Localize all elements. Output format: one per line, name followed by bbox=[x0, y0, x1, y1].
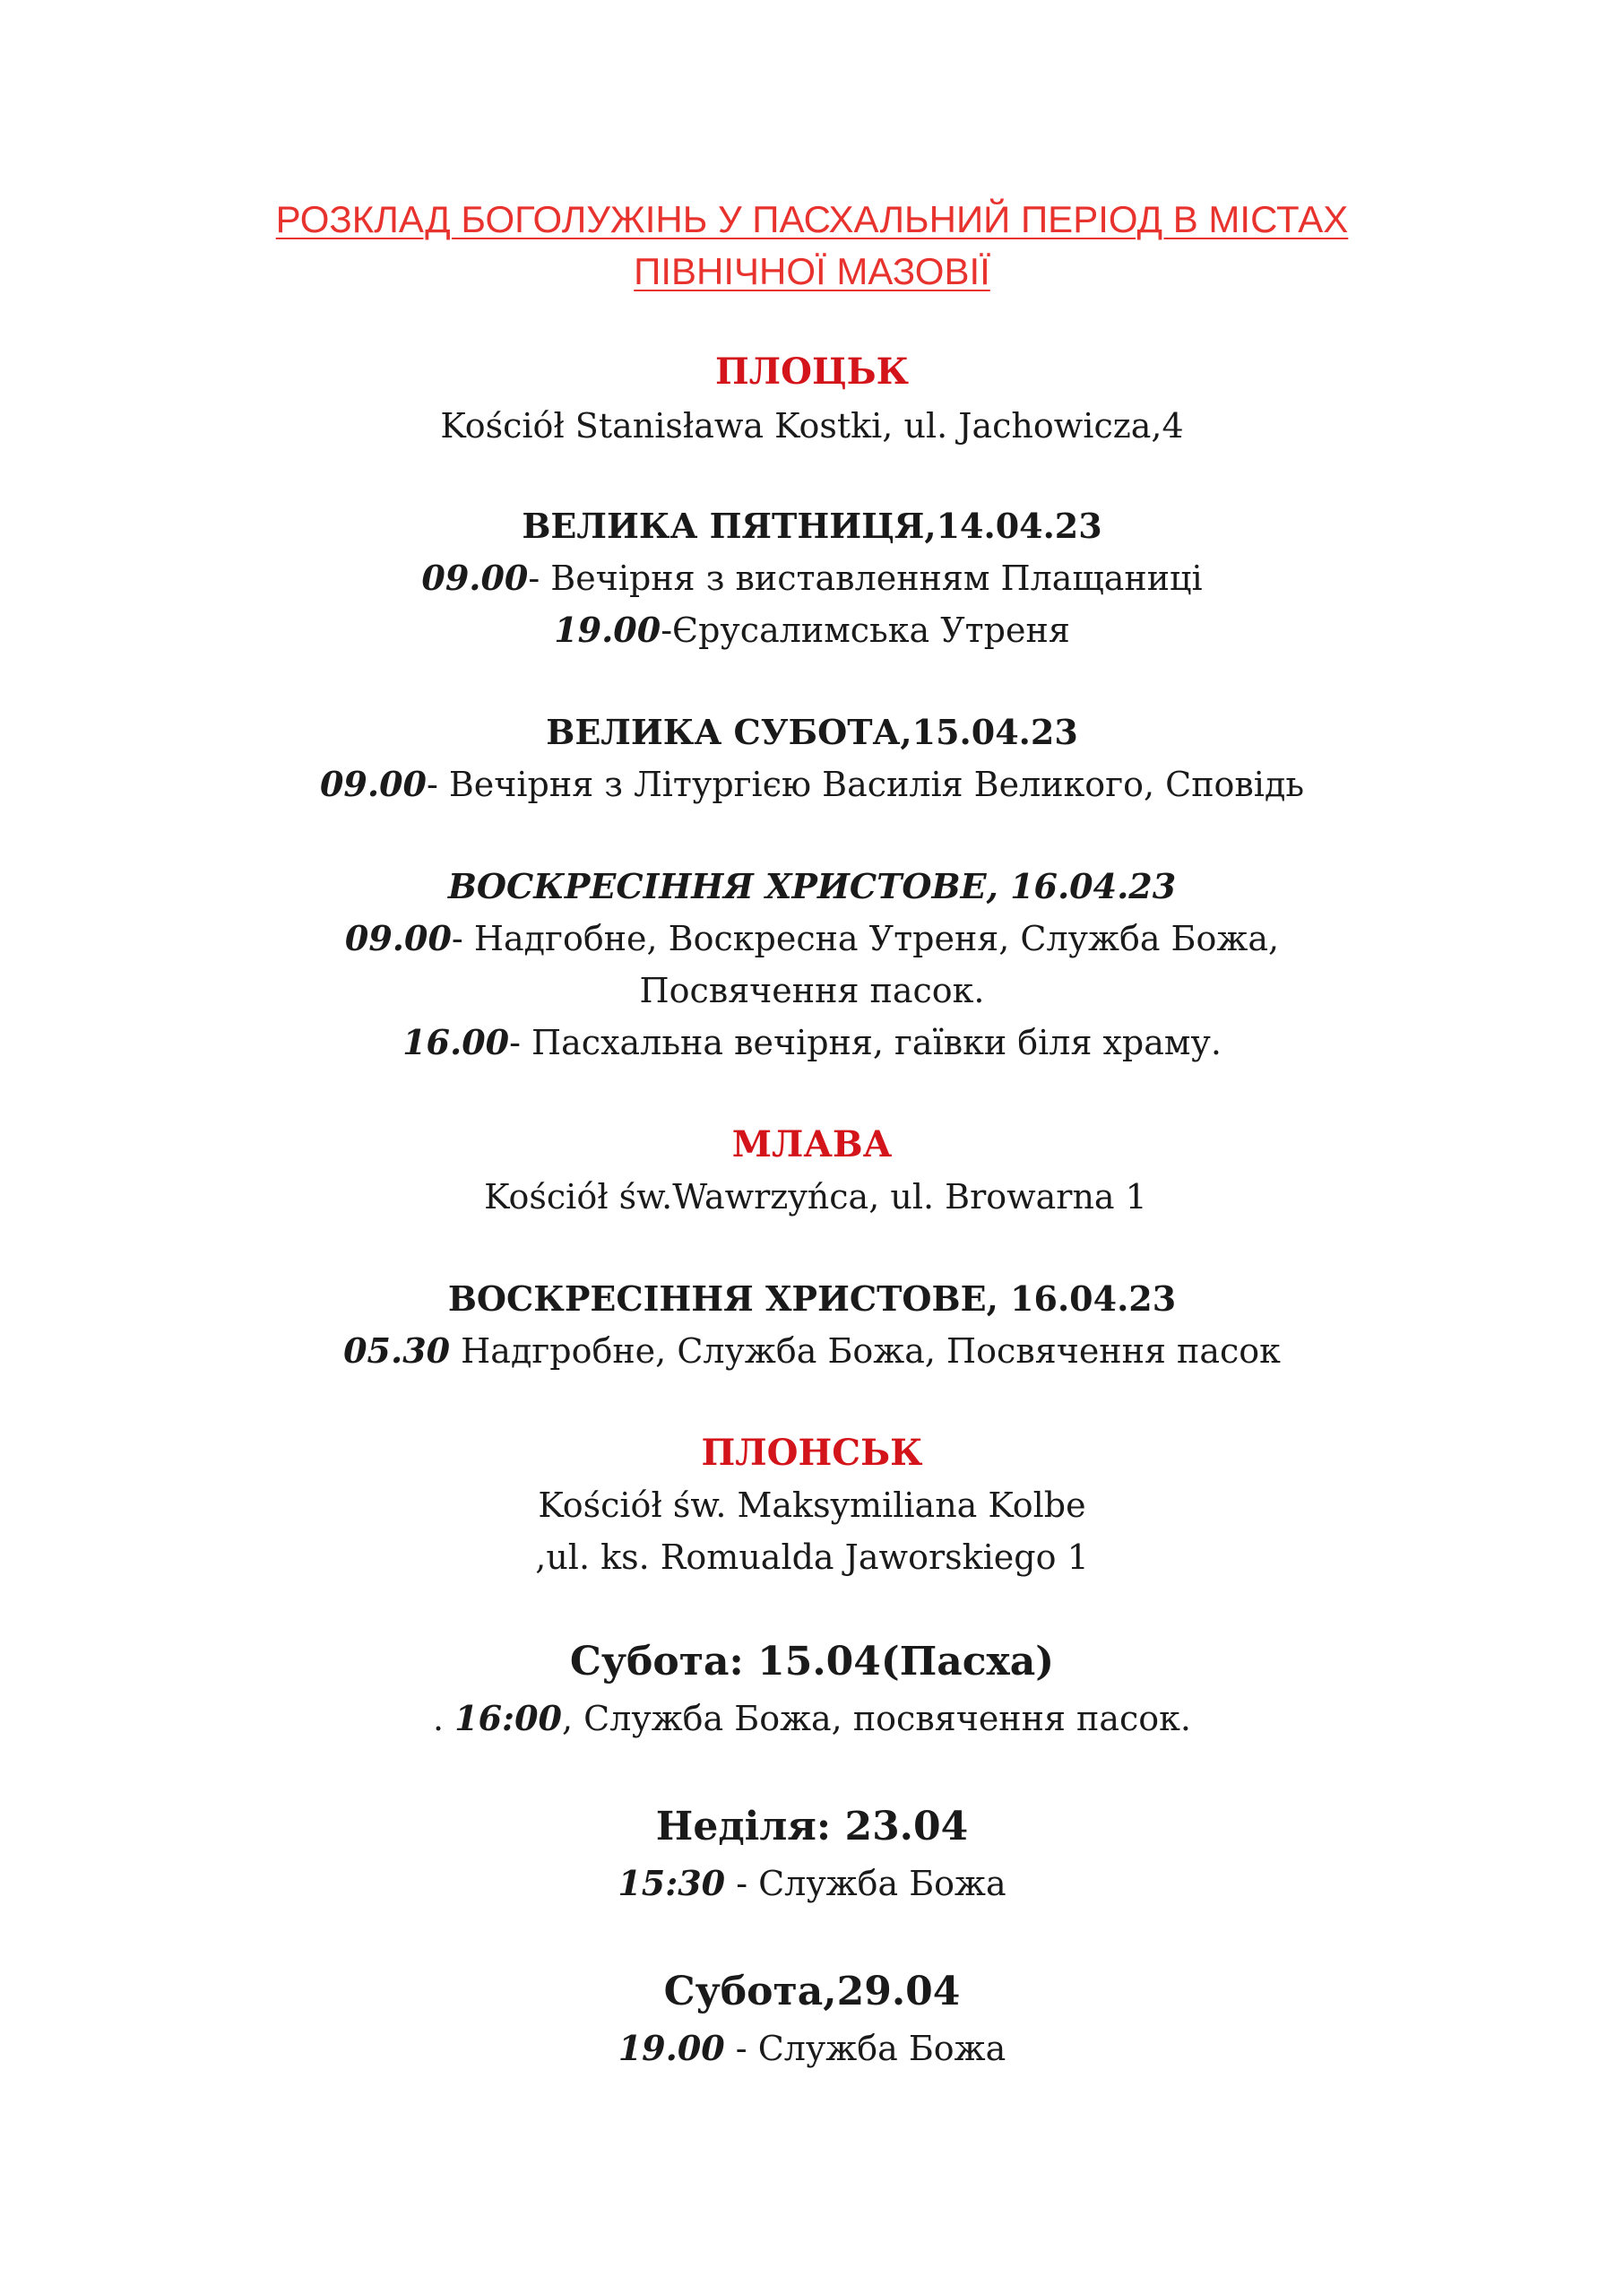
service-time: 05.30 bbox=[343, 1330, 451, 1371]
service-time: 09.00 bbox=[319, 764, 427, 804]
city-plonsk: ПЛОНСЬК bbox=[701, 1432, 923, 1474]
day-heading-good-friday: ВЕЛИКА ПЯТНИЦЯ,14.04.23 bbox=[522, 506, 1102, 546]
address-mlawa: Kościół św.Wawrzyńca, ul. Browarna 1 bbox=[484, 1177, 1147, 1217]
day-heading-sunday: Неділя: 23.04 bbox=[655, 1804, 969, 1849]
service-line bbox=[0, 916, 1624, 961]
address-plonsk-line-2: ,ul. ks. Romualda Jaworskiego 1 bbox=[535, 1537, 1089, 1577]
service-time: 19.00 bbox=[554, 610, 661, 650]
service-line bbox=[0, 1861, 1624, 1906]
day-heading-saturday-easter: Субота: 15.04(Пасха) bbox=[569, 1639, 1055, 1684]
day-heading-resurrection: ВОСКРЕСІННЯ ХРИСТОВЕ, 16.04.23 bbox=[447, 1278, 1177, 1319]
service-text: -Єрусалимська Утреня bbox=[661, 611, 1070, 650]
service-text: Надгробне, Служба Божа, Посвячення пасок bbox=[450, 1331, 1281, 1371]
service-line bbox=[0, 556, 1624, 601]
city-mlawa: МЛАВА bbox=[731, 1123, 893, 1165]
day-heading-saturday: Субота,29.04 bbox=[663, 1969, 961, 2014]
service-line bbox=[0, 1696, 1624, 1741]
service-line bbox=[0, 762, 1624, 807]
title-line-1: РОЗКЛАД БОГОЛУЖІНЬ У ПАСХАЛЬНИЙ ПЕРІОД В МІСТАХ bbox=[275, 198, 1349, 240]
day-heading-holy-saturday: ВЕЛИКА СУБОТА,15.04.23 bbox=[546, 712, 1078, 752]
service-time: 09.00 bbox=[344, 918, 452, 958]
service-time: 15:30 bbox=[618, 1863, 726, 1903]
service-line bbox=[0, 2026, 1624, 2071]
service-line bbox=[0, 1020, 1624, 1065]
service-text: , Служба Божа, посвячення пасок. bbox=[561, 1699, 1191, 1738]
title-line-2: ПІВНІЧНОЇ МАЗОВІЇ bbox=[634, 250, 990, 292]
service-text: - Пасхальна вечірня, гаївки біля храму. bbox=[509, 1023, 1222, 1062]
service-text: - Вечірня з Літургією Василія Великого, Сповідь bbox=[426, 765, 1305, 804]
address-plonsk-line-1: Kościół św. Maksymiliana Kolbe bbox=[538, 1485, 1086, 1525]
service-text: - Служба Божа bbox=[724, 2029, 1006, 2068]
service-line bbox=[0, 1329, 1624, 1373]
service-text: - Служба Божа bbox=[725, 1864, 1006, 1903]
city-plock: ПЛОЦЬК bbox=[714, 351, 910, 393]
service-text: - Надгобне, Воскресна Утреня, Служба Божа, bbox=[451, 919, 1280, 958]
service-time: 16.00 bbox=[402, 1022, 510, 1062]
service-time: 09.00 bbox=[421, 558, 529, 598]
service-time: 19.00 bbox=[618, 2028, 725, 2068]
service-text-continued: Посвячення пасок. bbox=[639, 971, 985, 1010]
address-plock: Kościół Stanisława Kostki, ul. Jachowicza,4 bbox=[440, 406, 1184, 446]
document-title bbox=[0, 194, 1624, 298]
service-time: 16:00 bbox=[454, 1698, 562, 1738]
service-line bbox=[0, 608, 1624, 653]
service-text: - Вечірня з виставленням Плащаниці bbox=[528, 559, 1203, 598]
day-heading-resurrection: ВОСКРЕСІННЯ ХРИСТОВЕ, 16.04.23 bbox=[447, 866, 1177, 906]
service-prefix: . bbox=[433, 1699, 455, 1738]
